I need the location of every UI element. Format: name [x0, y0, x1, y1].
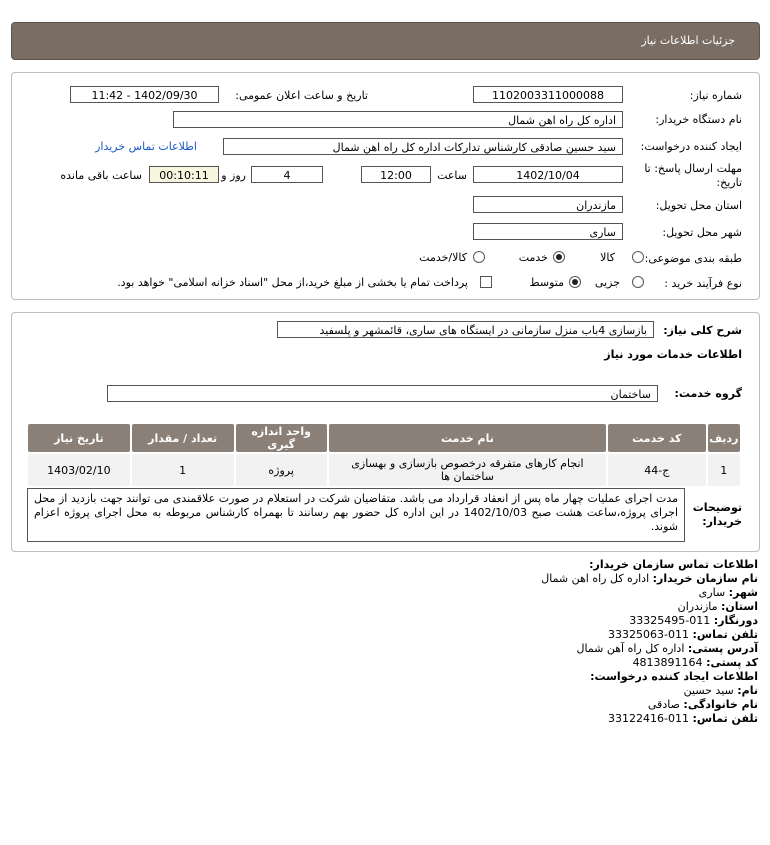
buyer-contact-link[interactable]: اطلاعات تماس خریدار — [95, 140, 197, 153]
contact-province-label: استان: — [721, 600, 758, 613]
col-code: کد خدمت — [608, 424, 706, 452]
cell-unit: پروژه — [236, 454, 327, 486]
contact-section — [18, 558, 758, 726]
creator-family: صادقی — [647, 698, 680, 711]
deadline-date-label: تاریخ: — [716, 176, 742, 189]
process-medium-label: متوسط — [529, 276, 564, 289]
col-name: نام خدمت — [329, 424, 606, 452]
page-header — [11, 22, 760, 60]
announce-label: تاریخ و ساعت اعلان عمومی: — [235, 89, 368, 102]
col-unit: واحد اندازه گیری — [236, 424, 327, 452]
category-goods-service-label: کالا/خدمت — [419, 251, 467, 264]
cell-name: انجام کارهای متفرقه درخصوص بازسازی و بهسازی ساختمان ها — [329, 454, 606, 486]
notes-label: توضیحات — [692, 501, 742, 514]
remaining-label: ساعت باقی مانده — [60, 169, 142, 182]
page-title: جزئیات اطلاعات نیاز — [641, 34, 735, 47]
deadline-label: مهلت ارسال پاسخ: تا — [644, 162, 742, 175]
category-label: طبقه بندی موضوعی: — [644, 252, 742, 265]
contact-title: اطلاعات تماس سازمان خریدار: — [589, 558, 758, 571]
province-field: مازندران — [473, 196, 623, 213]
creator-field: سید حسین صادقی کارشناس تدارکات اداره کل راه اهن شمال — [223, 138, 623, 155]
time-label: ساعت — [437, 169, 467, 182]
service-group-label: گروه خدمت: — [674, 387, 742, 400]
days-label: روز و — [221, 169, 246, 182]
remaining-time-field: 00:10:11 — [149, 166, 219, 183]
summary-field: بازسازی 4باب منزل سازمانی در ایستگاه های ساری، قائمشهر و پلسفید — [277, 321, 654, 338]
contact-org-label: نام سازمان خریدار: — [652, 572, 758, 585]
cell-row: 1 — [708, 454, 740, 486]
process-medium-radio[interactable] — [569, 276, 581, 288]
process-label: نوع فرآیند خرید : — [664, 277, 742, 290]
need-details-panel — [11, 72, 760, 300]
creator-info-title: اطلاعات ایجاد کننده درخواست: — [590, 670, 758, 683]
category-goods-radio[interactable] — [632, 251, 644, 263]
services-title: اطلاعات خدمات مورد نیاز — [604, 348, 742, 361]
col-qty: تعداد / مقدار — [132, 424, 234, 452]
announce-field: 1402/09/30 - 11:42 — [70, 86, 219, 103]
service-group-field: ساختمان — [107, 385, 658, 402]
contact-province: مازندران — [677, 600, 718, 613]
process-minor-label: جزیی — [594, 276, 620, 289]
treasury-checkbox[interactable] — [480, 276, 492, 288]
table-row — [28, 454, 740, 486]
creator-label: ایجاد کننده درخواست: — [640, 140, 742, 153]
contact-org: اداره کل راه اهن شمال — [541, 572, 650, 585]
city-label: شهر محل تحویل: — [662, 226, 742, 239]
province-label: استان محل تحویل: — [655, 199, 742, 212]
process-minor-radio[interactable] — [632, 276, 644, 288]
contact-city: ساری — [698, 586, 726, 599]
buyer-org-field: اداره کل راه اهن شمال — [173, 111, 623, 128]
category-service-label: خدمت — [518, 251, 548, 264]
notes-field: مدت اجرای عملیات چهار ماه پس از انعقاد قرارداد می باشد. متقاضیان شرکت در استعلام در صورت علاقمندی می توانند جهت بازدید از محل اجرای پروژه،ساعت هشت صبح 1402/10/03 در این اداره کل حضور بهم رسانند تا بهمراه کارشناس مربوطه به محل اجرای پروژه اعزام شوند. — [27, 488, 685, 542]
contact-address-label: آدرس پستی: — [687, 642, 758, 655]
contact-postal: 4813891164 — [632, 656, 703, 669]
contact-fax-label: دورنگار: — [713, 614, 758, 627]
category-goods-label: کالا — [600, 251, 615, 264]
treasury-text: پرداخت تمام یا بخشی از مبلغ خرید،از محل "اسناد خزانه اسلامی" خواهد بود. — [117, 276, 468, 289]
creator-phone: 011-33122416 — [608, 712, 690, 725]
contact-phone: 011-33325063 — [608, 628, 690, 641]
cell-code: ج-44 — [608, 454, 706, 486]
col-date: تاریخ نیاز — [28, 424, 130, 452]
creator-name-label: نام: — [737, 684, 758, 697]
contact-address: اداره کل راه آهن شمال — [576, 642, 685, 655]
creator-phone-label: تلفن تماس: — [692, 712, 758, 725]
category-service-radio[interactable] — [553, 251, 565, 263]
creator-family-label: نام خانوادگی: — [683, 698, 758, 711]
city-field: ساری — [473, 223, 623, 240]
cell-qty: 1 — [132, 454, 234, 486]
col-row: ردیف — [708, 424, 740, 452]
summary-label: شرح کلی نیاز: — [663, 324, 742, 337]
deadline-date-field: 1402/10/04 — [473, 166, 623, 183]
category-goods-service-radio[interactable] — [473, 251, 485, 263]
services-table — [26, 422, 742, 488]
contact-city-label: شهر: — [728, 586, 758, 599]
buyer-org-label: نام دستگاه خریدار: — [655, 113, 742, 126]
contact-postal-label: کد پستی: — [706, 656, 758, 669]
notes-label-2: خریدار: — [702, 515, 742, 528]
cell-date: 1403/02/10 — [28, 454, 130, 486]
creator-name: سید حسین — [683, 684, 734, 697]
table-header-row — [28, 424, 740, 452]
days-field: 4 — [251, 166, 323, 183]
need-number-label: شماره نیاز: — [689, 89, 742, 102]
deadline-time-field: 12:00 — [361, 166, 431, 183]
need-number-field: 1102003311000088 — [473, 86, 623, 103]
contact-fax: 011-33325495 — [629, 614, 711, 627]
contact-phone-label: تلفن تماس: — [692, 628, 758, 641]
